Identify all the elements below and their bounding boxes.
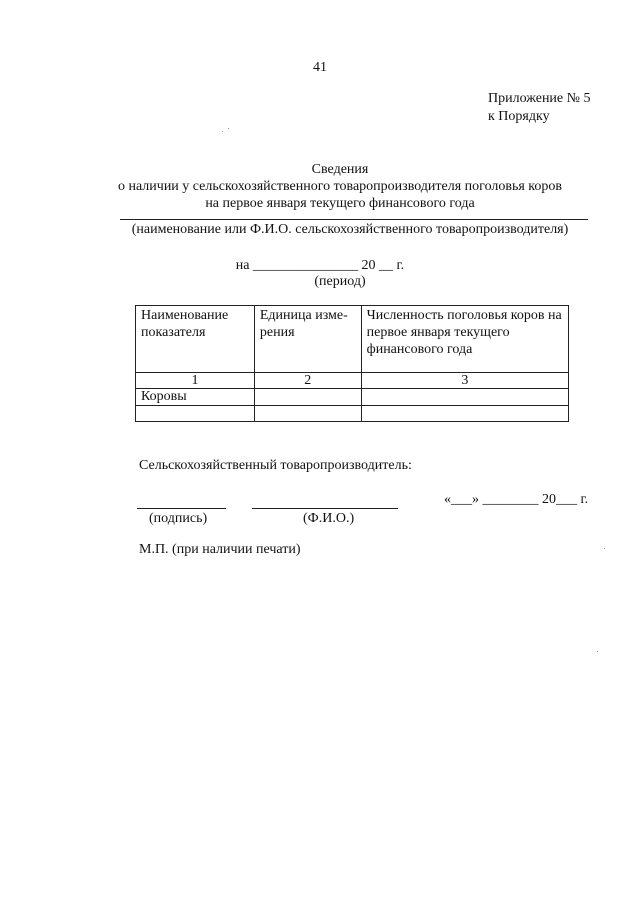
period-year-blank: __ xyxy=(379,258,394,273)
cell-unit xyxy=(254,406,361,422)
signature-line xyxy=(137,508,226,509)
date-close-quote: » xyxy=(472,492,479,507)
producer-name-field-line xyxy=(120,219,588,220)
producer-name-caption: (наименование или Ф.И.О. сельскохозяйственного товаропроизводителя) xyxy=(131,222,569,237)
column-number-2: 2 xyxy=(254,373,361,389)
scan-speck xyxy=(228,128,229,129)
fio-line xyxy=(252,508,398,509)
table-column-numbers-row xyxy=(136,373,569,389)
date-day-blank: ___ xyxy=(451,492,472,507)
signature-caption: (подпись) xyxy=(149,511,208,526)
page-number: 41 xyxy=(313,60,327,75)
stamp-note: М.П. (при наличии печати) xyxy=(139,542,301,557)
period-blank: _______________ xyxy=(253,258,359,273)
fio-caption: (Ф.И.О.) xyxy=(303,511,355,526)
period-year-prefix: 20 xyxy=(361,258,376,273)
table-header-row xyxy=(136,306,569,373)
date-year-prefix: 20 xyxy=(542,492,556,507)
scan-speck xyxy=(604,548,605,549)
document-title xyxy=(100,161,580,212)
header-indicator: Наименование показателя xyxy=(136,306,255,373)
date-month-blank: ________ xyxy=(482,492,539,507)
signature-date xyxy=(444,492,588,508)
scan-speck xyxy=(222,131,223,132)
table-row xyxy=(136,406,569,422)
date-year-blank: ___ xyxy=(556,492,577,507)
table-row xyxy=(136,389,569,406)
date-suffix: г. xyxy=(580,492,589,507)
title-line-3: на первое января текущего финансового года xyxy=(205,196,475,211)
period-prefix: на xyxy=(235,258,250,273)
period-row xyxy=(0,258,640,274)
appendix-number: Приложение № 5 xyxy=(488,91,591,106)
cell-count xyxy=(361,389,568,406)
cell-count xyxy=(361,406,568,422)
column-number-1: 1 xyxy=(136,373,255,389)
header-unit: Единица изме-рения xyxy=(254,306,361,373)
producer-signature-label: Сельскохозяйственный товаропроизводитель: xyxy=(139,458,412,473)
date-open-quote: « xyxy=(444,492,451,507)
appendix-reference xyxy=(488,90,591,126)
cattle-table xyxy=(135,305,569,422)
column-number-3: 3 xyxy=(361,373,568,389)
appendix-procedure: к Порядку xyxy=(488,109,550,124)
cell-indicator: Коровы xyxy=(136,389,255,406)
scan-speck xyxy=(597,651,598,652)
title-line-2: о наличии у сельскохозяйственного товаропроизводителя поголовья коров xyxy=(117,179,563,194)
header-count: Численность поголовья коров на первое января текущего финансового года xyxy=(361,306,568,373)
cell-unit xyxy=(254,389,361,406)
cell-indicator xyxy=(136,406,255,422)
period-caption: (период) xyxy=(314,274,366,289)
period-suffix: г. xyxy=(396,258,405,273)
title-line-1: Сведения xyxy=(311,162,369,177)
